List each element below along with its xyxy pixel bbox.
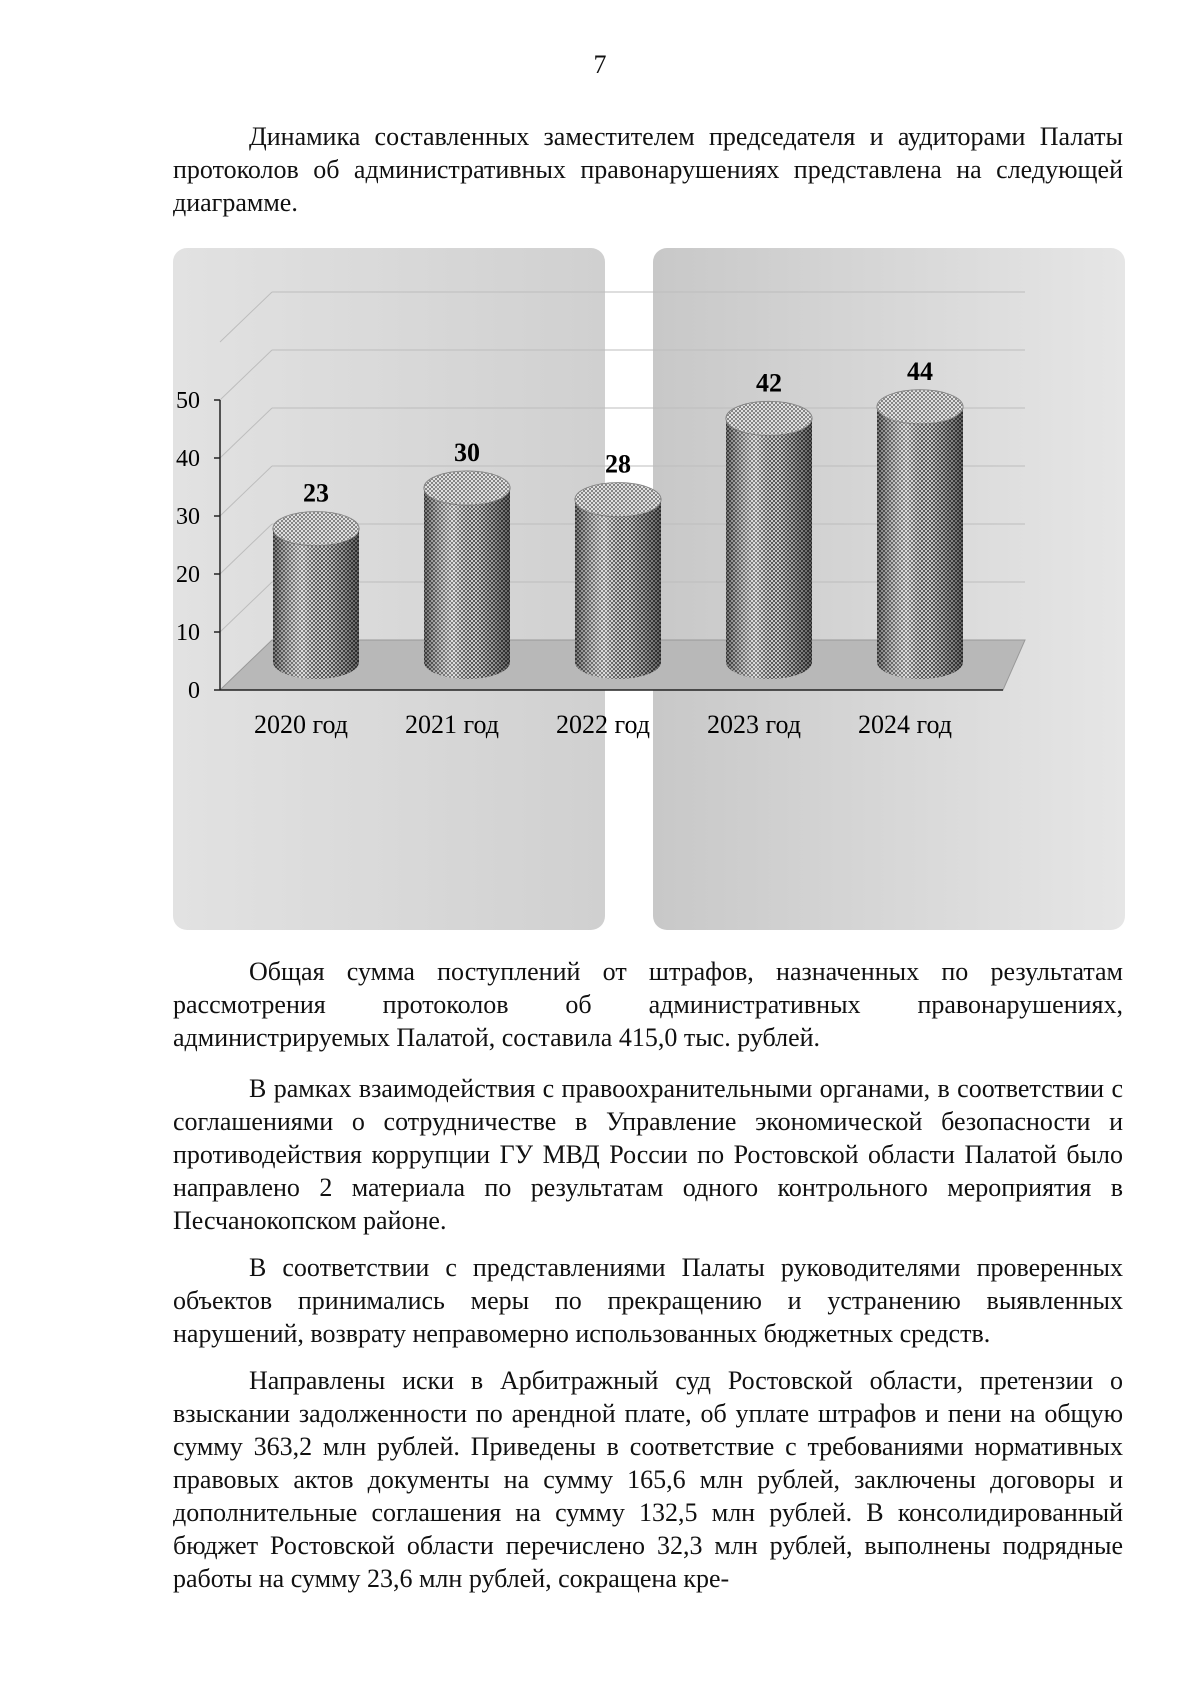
data-label: 30 <box>454 438 480 467</box>
x-tick-label: 2021 год <box>405 710 499 739</box>
measures-paragraph: В соответствии с представлениями Палаты руководителями проверенных объектов принимались меры по прекращению и устранению выявленных нарушений, возврату неправомерно использованных бюджетных средств. <box>173 1253 1123 1348</box>
bar-shading <box>726 418 812 679</box>
bar-top-highlight <box>726 401 812 435</box>
bar-cylinder <box>273 512 359 679</box>
bar-shading <box>273 529 359 679</box>
y-tick-label: 40 <box>176 446 200 472</box>
fines-paragraph: Общая сумма поступлений от штрафов, назначенных по результатам рассмотрения протоколов об административных правонарушениях, администрируемых Палатой, составила 415,0 тыс. рублей. <box>173 957 1123 1052</box>
x-tick-label: 2020 год <box>254 710 348 739</box>
bar-top-highlight <box>575 483 661 517</box>
page-number: 7 <box>593 50 607 79</box>
x-tick-label: 2024 год <box>858 710 952 739</box>
data-label: 44 <box>907 356 933 386</box>
y-tick-label: 20 <box>176 562 200 588</box>
y-tick-label: 10 <box>176 620 200 646</box>
bar-top-highlight <box>877 390 963 424</box>
x-tick-label: 2023 год <box>707 710 801 739</box>
intro-paragraph: Динамика составленных заместителем председателя и аудиторами Палаты протоколов об административных правонарушениях представлена на следующей диаграмме. <box>173 122 1123 217</box>
bar-cylinder <box>424 471 510 679</box>
bar-shading <box>575 500 661 679</box>
violations-chart <box>173 248 1125 930</box>
data-label: 28 <box>605 449 631 479</box>
y-tick-label: 50 <box>176 388 200 414</box>
x-tick-label: 2022 год <box>556 710 650 739</box>
bar-cylinder <box>877 390 963 679</box>
data-label: 42 <box>756 368 782 398</box>
bar-cylinder <box>726 401 812 679</box>
bar-cylinder <box>575 483 661 679</box>
bar-top-highlight <box>273 512 359 546</box>
data-label: 23 <box>303 478 329 508</box>
y-tick-label: 30 <box>176 504 200 530</box>
bar-shading <box>877 407 963 679</box>
y-tick-label: 0 <box>188 678 200 704</box>
bar-shading <box>424 488 510 679</box>
law-enforcement-paragraph: В рамках взаимодействия с правоохранительными органами, в соответствии с соглашениями о сотрудничестве в Управление экономической безопасности и противодействия коррупции ГУ МВД России по Ростовской области Палатой было направлено 2 материала по результатам одного контрольного мероприятия в Песчанокопском районе. <box>173 1074 1123 1235</box>
bar-top-highlight <box>424 471 510 505</box>
lawsuits-paragraph: Направлены иски в Арбитражный суд Ростовской области, претензии о взыскании задолженности по арендной плате, об уплате штрафов и пени на общую сумму 363,2 млн рублей. Приведены в соответствие с требованиями нормативных правовых актов документы на сумму 165,6 млн рублей, заключены договоры и дополнительные соглашения на сумму 132,5 млн рублей. В консолидированный бюджет Ростовской области перечислено 32,3 млн рублей, выполнены подрядные работы на сумму 23,6 млн рублей, сокращена кре- <box>173 1366 1123 1593</box>
